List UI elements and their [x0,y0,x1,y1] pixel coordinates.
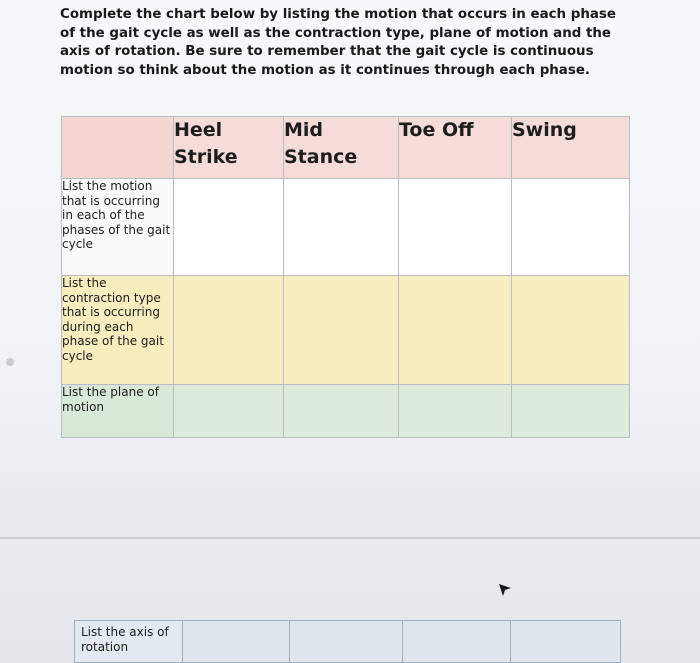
plane-swing-cell[interactable] [512,385,630,438]
plane-row-label: List the plane of motion [62,385,174,438]
axis-swing-cell[interactable] [511,621,621,663]
axis-row-label: List the axis of rotation [75,621,183,663]
contraction-row-label: List the contraction type that is occurring during each phase of the gait cycle [62,276,174,385]
axis-row-table [74,620,621,663]
plane-toe-off-cell[interactable] [399,385,512,438]
contraction-toe-off-cell[interactable] [399,276,512,385]
header-swing: Swing [512,117,630,179]
axis-row [75,621,621,663]
contraction-swing-cell[interactable] [512,276,630,385]
corner-cell [62,117,174,179]
axis-heel-strike-cell[interactable] [183,621,290,663]
header-toe-off: Toe Off [399,117,512,179]
plane-row [62,385,630,438]
contraction-mid-stance-cell[interactable] [284,276,399,385]
motion-heel-strike-cell[interactable] [174,179,284,276]
motion-row [62,179,630,276]
header-mid-stance: Mid Stance [284,117,399,179]
gait-cycle-chart [61,116,630,438]
motion-row-label: List the motion that is occurring in each of the phases of the gait cycle [62,179,174,276]
motion-toe-off-cell[interactable] [399,179,512,276]
motion-swing-cell[interactable] [512,179,630,276]
header-heel-strike: Heel Strike [174,117,284,179]
axis-toe-off-cell[interactable] [403,621,511,663]
header-row [62,117,630,179]
contraction-heel-strike-cell[interactable] [174,276,284,385]
contraction-row [62,276,630,385]
motion-mid-stance-cell[interactable] [284,179,399,276]
instructions-text: Complete the chart below by listing the motion that occurs in each phase of the gait cycle as well as the contraction type, plane of motion and the axis of rotation. Be sure to remember that the gait cycle is continuous motion so think about the motion as it continues through each phase. [60,7,616,78]
plane-heel-strike-cell[interactable] [174,385,284,438]
cursor-icon [498,583,512,597]
axis-mid-stance-cell[interactable] [290,621,403,663]
page-divider [0,537,700,539]
plane-mid-stance-cell[interactable] [284,385,399,438]
margin-mark [6,358,14,366]
